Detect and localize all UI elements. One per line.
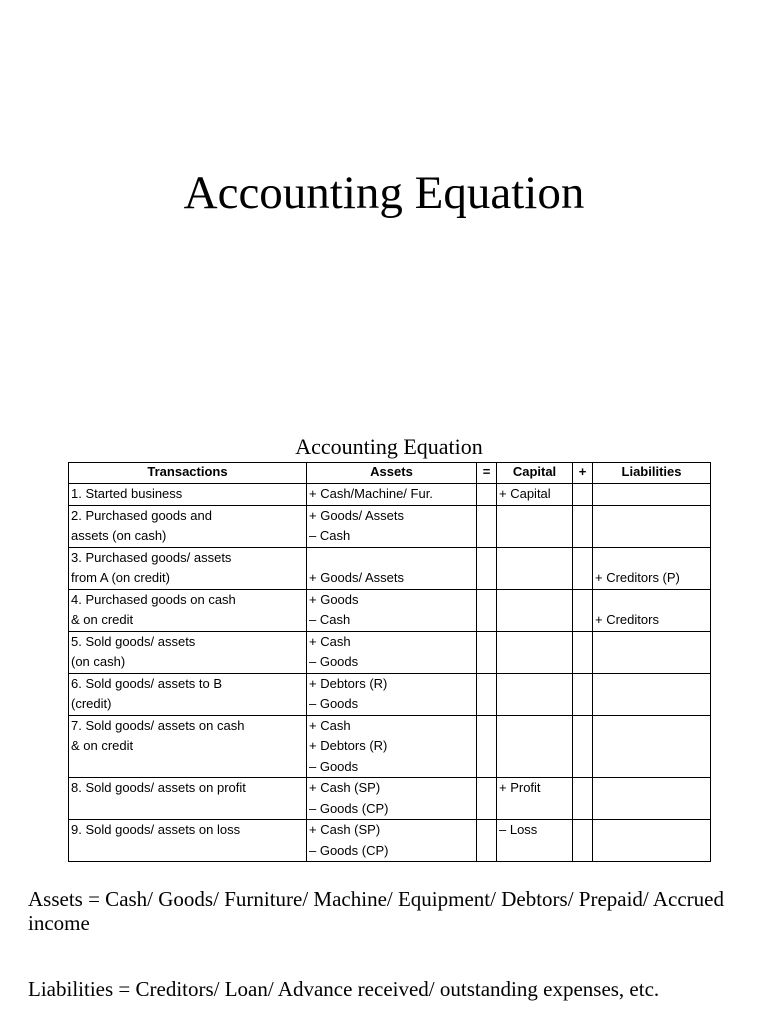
- capital-cell: [497, 547, 573, 589]
- table-row: [69, 631, 711, 673]
- assets-line: + Cash: [309, 717, 351, 733]
- page-title: Accounting Equation: [183, 167, 585, 219]
- transaction-line: 5. Sold goods/ assets: [71, 633, 196, 649]
- assets-line: + Debtors (R): [309, 738, 388, 753]
- assets-cell: [307, 631, 477, 673]
- transaction-line: 6. Sold goods/ assets to B: [71, 675, 223, 691]
- transaction-line: 2. Purchased goods and: [71, 507, 212, 523]
- plus-cell: [573, 820, 593, 862]
- capital-line: – Loss: [499, 822, 538, 837]
- transaction-cell: [69, 778, 307, 820]
- capital-cell: [497, 778, 573, 820]
- table-row: [69, 505, 711, 547]
- liabilities-note: Liabilities = Creditors/ Loan/ Advance received/ outstanding expenses, etc.: [28, 977, 660, 1001]
- assets-line: + Debtors (R): [309, 675, 388, 691]
- capital-cell: [497, 589, 573, 631]
- table-row: [69, 715, 711, 778]
- assets-line: – Goods: [309, 758, 359, 774]
- liabilities-line: [595, 590, 708, 611]
- transaction-line: & on credit: [71, 738, 134, 753]
- liabilities-cell: [593, 547, 711, 589]
- liabilities-cell: [593, 820, 711, 862]
- table-row: [69, 778, 711, 820]
- plus-cell: [573, 589, 593, 631]
- capital-cell: [497, 673, 573, 715]
- header-transactions: Transactions: [69, 463, 307, 484]
- transaction-line: (on cash): [71, 654, 126, 669]
- table-body: [69, 484, 711, 862]
- liabilities-line: + Creditors (P): [595, 570, 680, 585]
- transaction-line: 4. Purchased goods on cash: [71, 591, 236, 607]
- transaction-cell: [69, 505, 307, 547]
- capital-cell: [497, 505, 573, 547]
- transaction-line: 1. Started business: [71, 486, 183, 501]
- liabilities-line: + Creditors: [595, 612, 659, 627]
- equals-cell: [477, 484, 497, 506]
- assets-cell: [307, 547, 477, 589]
- assets-cell: [307, 673, 477, 715]
- liabilities-cell: [593, 673, 711, 715]
- assets-line: + Goods/ Assets: [309, 570, 405, 585]
- assets-line: + Cash (SP): [309, 780, 381, 795]
- header-plus: +: [573, 463, 593, 484]
- transaction-line: from A (on credit): [71, 570, 170, 585]
- equals-cell: [477, 673, 497, 715]
- liabilities-line: [595, 548, 708, 569]
- plus-cell: [573, 547, 593, 589]
- transaction-cell: [69, 547, 307, 589]
- assets-line: [309, 548, 474, 569]
- transaction-cell: [69, 820, 307, 862]
- assets-line: + Goods/ Assets: [309, 507, 405, 523]
- assets-line: – Goods (CP): [309, 800, 389, 816]
- capital-cell: [497, 484, 573, 506]
- capital-cell: [497, 820, 573, 862]
- assets-cell: [307, 505, 477, 547]
- equals-cell: [477, 820, 497, 862]
- transaction-line: 3. Purchased goods/ assets: [71, 549, 232, 565]
- equals-cell: [477, 778, 497, 820]
- transaction-line: (credit): [71, 696, 112, 711]
- transaction-line: & on credit: [71, 612, 134, 627]
- transaction-cell: [69, 484, 307, 506]
- equals-cell: [477, 589, 497, 631]
- assets-cell: [307, 715, 477, 778]
- assets-line: – Cash: [309, 612, 351, 627]
- assets-line: + Goods: [309, 591, 359, 607]
- accounting-equation-table: [68, 462, 711, 862]
- assets-note: Assets = Cash/ Goods/ Furniture/ Machine/ Equipment/ Debtors/ Prepaid/ Accrued income: [28, 887, 724, 935]
- equals-cell: [477, 715, 497, 778]
- header-liabilities: Liabilities: [593, 463, 711, 484]
- plus-cell: [573, 505, 593, 547]
- assets-line: + Cash/Machine/ Fur.: [309, 486, 433, 501]
- assets-line: – Goods: [309, 654, 359, 669]
- table-row: [69, 547, 711, 589]
- header-equals: =: [477, 463, 497, 484]
- liabilities-cell: [593, 505, 711, 547]
- transaction-cell: [69, 589, 307, 631]
- liabilities-cell: [593, 589, 711, 631]
- table-header-row: [69, 463, 711, 484]
- capital-line: + Profit: [499, 780, 541, 795]
- equals-cell: [477, 631, 497, 673]
- assets-cell: [307, 484, 477, 506]
- plus-cell: [573, 631, 593, 673]
- equals-cell: [477, 505, 497, 547]
- table-row: [69, 484, 711, 506]
- transaction-line: 7. Sold goods/ assets on cash: [71, 717, 245, 733]
- transaction-line: 9. Sold goods/ assets on loss: [71, 822, 241, 837]
- assets-line: – Goods (CP): [309, 842, 389, 858]
- capital-line: + Capital: [499, 486, 551, 501]
- liabilities-cell: [593, 484, 711, 506]
- liabilities-cell: [593, 778, 711, 820]
- assets-line: – Goods: [309, 696, 359, 711]
- header-assets: Assets: [307, 463, 477, 484]
- equals-cell: [477, 547, 497, 589]
- header-capital: Capital: [497, 463, 573, 484]
- assets-line: + Cash: [309, 633, 351, 649]
- transaction-cell: [69, 631, 307, 673]
- transaction-line: 8. Sold goods/ assets on profit: [71, 780, 246, 795]
- transaction-cell: [69, 715, 307, 778]
- liabilities-cell: [593, 715, 711, 778]
- table-row: [69, 589, 711, 631]
- transaction-cell: [69, 673, 307, 715]
- table-row: [69, 820, 711, 862]
- assets-cell: [307, 778, 477, 820]
- liabilities-cell: [593, 631, 711, 673]
- table-row: [69, 673, 711, 715]
- plus-cell: [573, 673, 593, 715]
- assets-cell: [307, 589, 477, 631]
- plus-cell: [573, 715, 593, 778]
- assets-line: – Cash: [309, 528, 351, 543]
- assets-line: + Cash (SP): [309, 822, 381, 837]
- plus-cell: [573, 484, 593, 506]
- transaction-line: assets (on cash): [71, 528, 167, 543]
- plus-cell: [573, 778, 593, 820]
- assets-cell: [307, 820, 477, 862]
- capital-cell: [497, 715, 573, 778]
- table-caption: Accounting Equation: [295, 434, 483, 459]
- capital-cell: [497, 631, 573, 673]
